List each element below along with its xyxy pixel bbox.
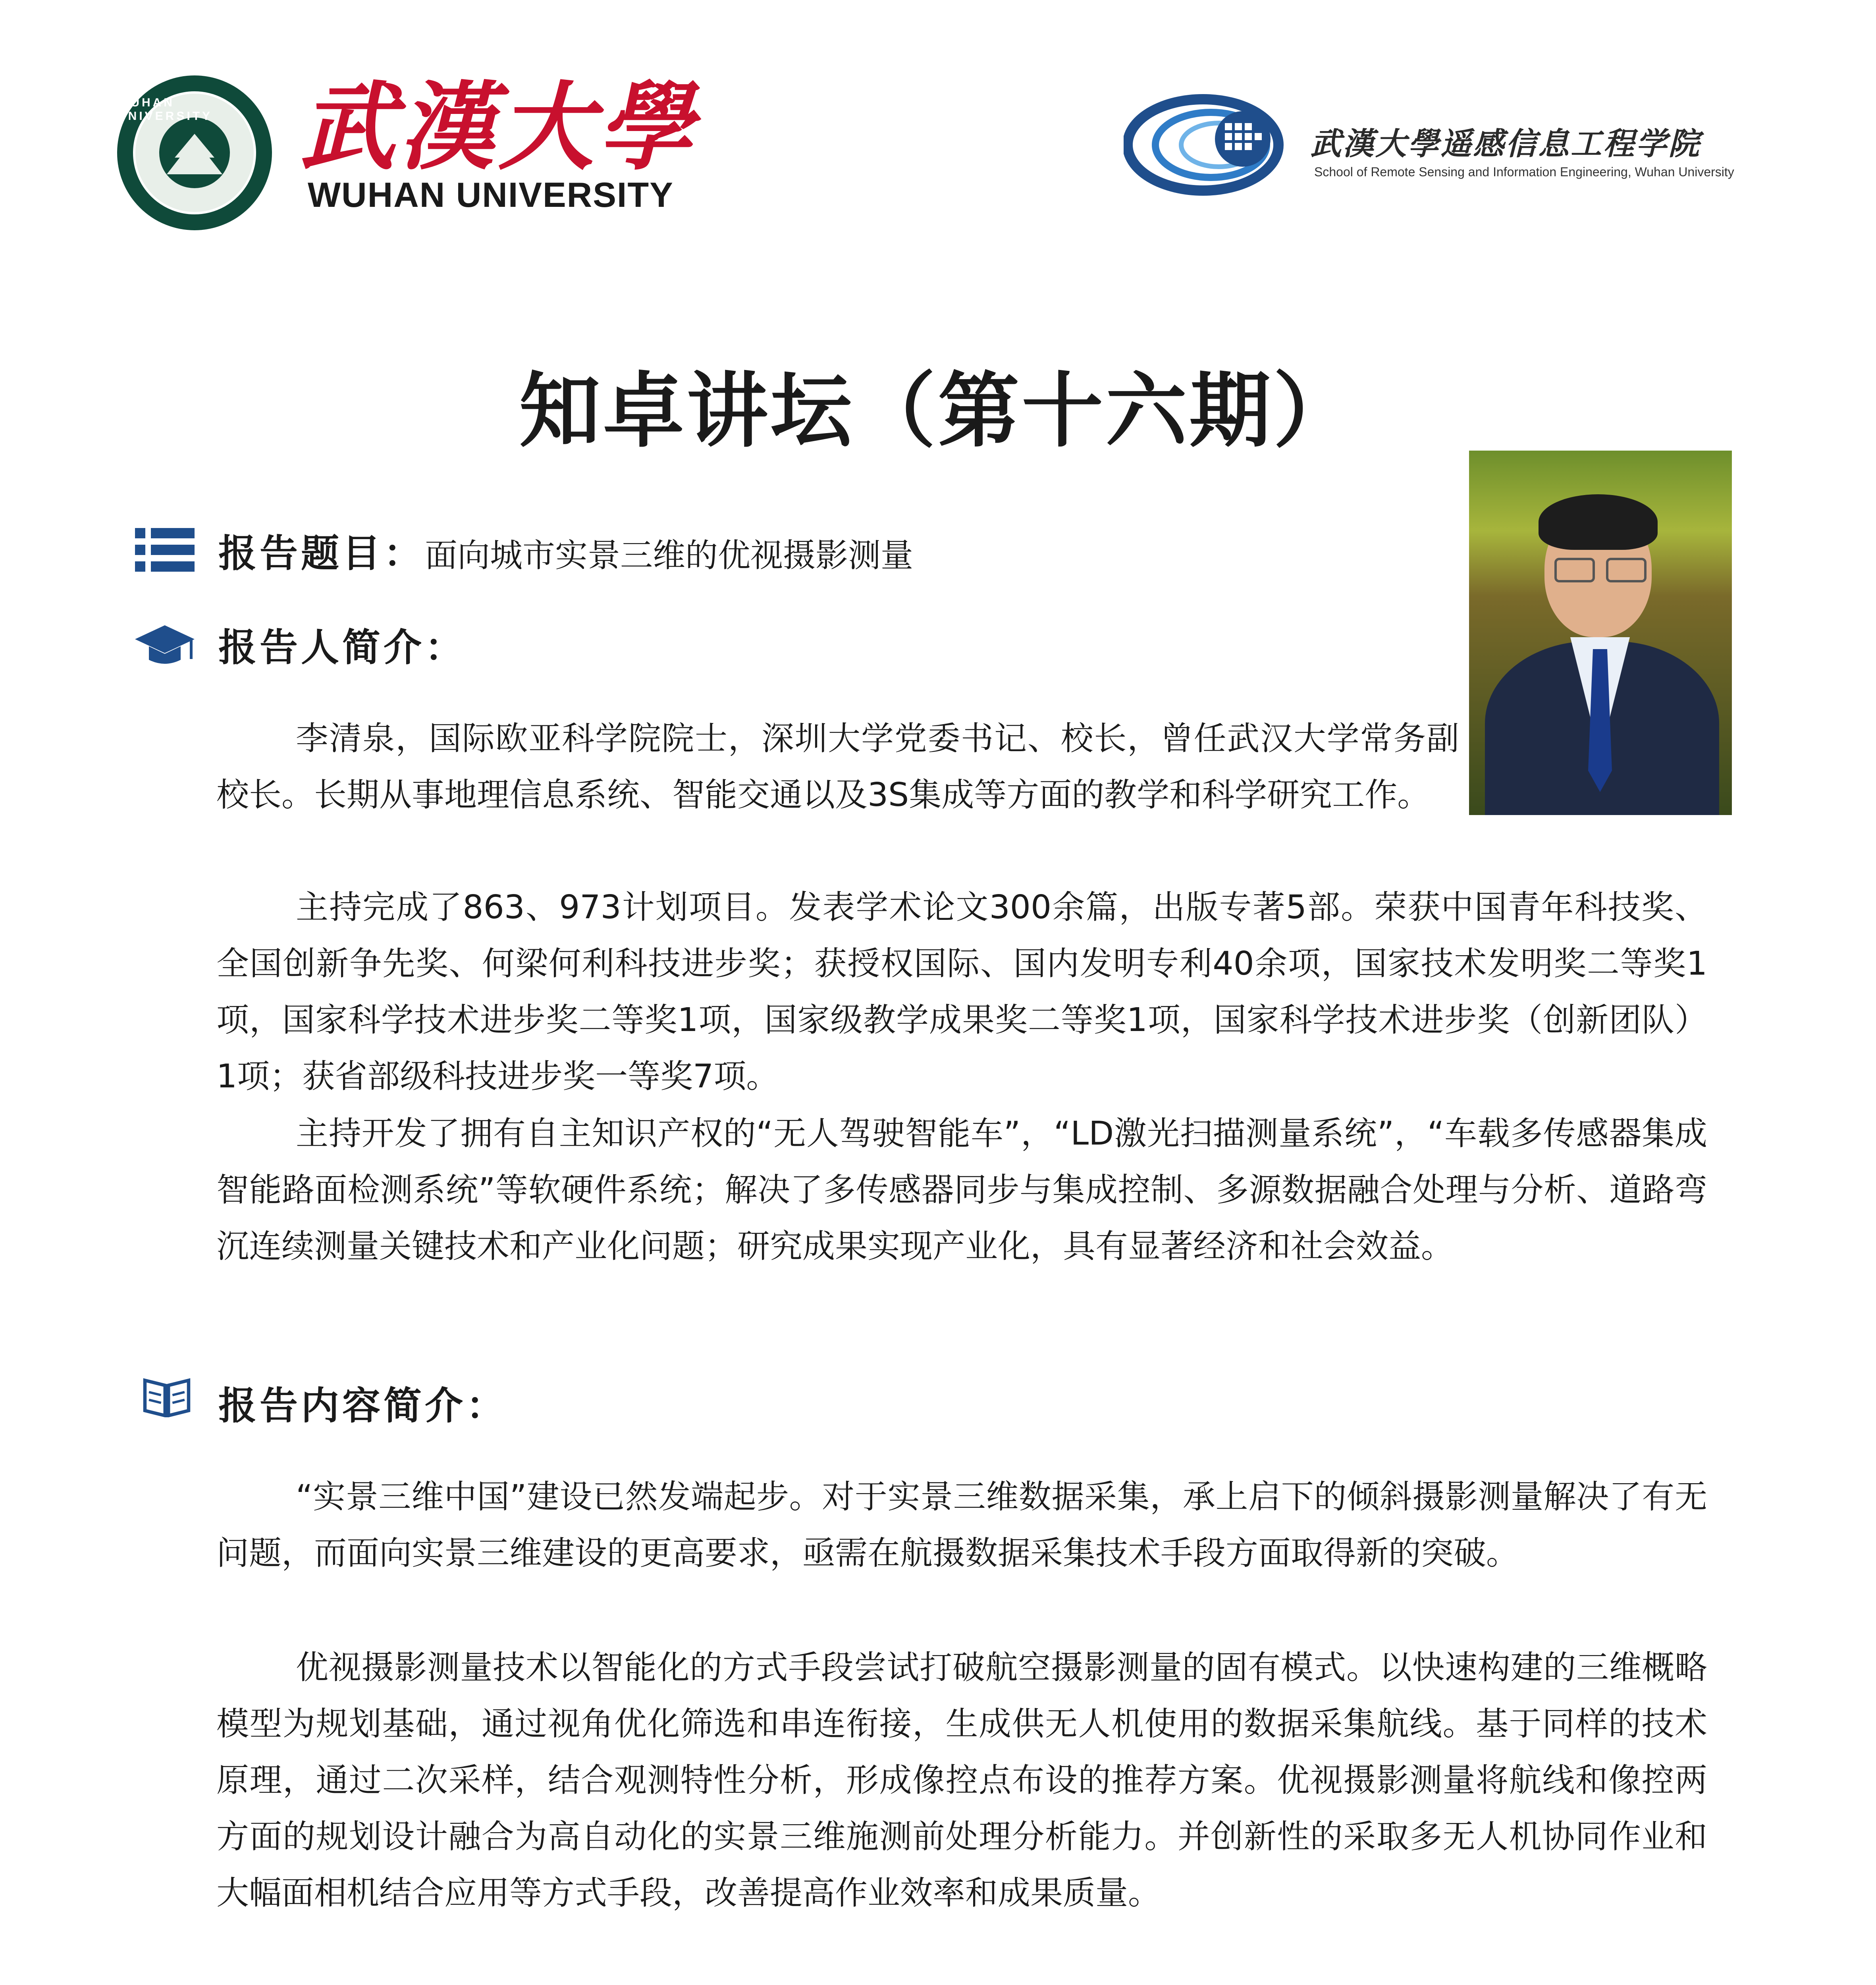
report-title-label: 报告题目： (218, 531, 425, 576)
report-title-value: 面向城市实景三维的优视摄影测量 (425, 537, 914, 574)
school-logo-icon (1124, 91, 1290, 198)
school-name-en: School of Remote Sensing and Information Engineering, Wuhan University (1314, 165, 1734, 179)
page-title: 知卓讲坛（第十六期） (519, 363, 1357, 459)
book-icon (137, 1374, 197, 1417)
content-paragraph: “实景三维中国”建设已然发端起步。对于实景三维数据采集，承上启下的倾斜摄影测量解决了有无问题，而面向实景三维建设的更高要求，亟需在航摄数据采集技术手段方面取得新的突破。 (216, 1478, 1707, 1572)
university-name-cn: 武漢大學 (300, 71, 697, 183)
content-paragraph (216, 1979, 1707, 1985)
seal-ring-text: WUHAN UNIVERSITY (117, 96, 213, 123)
speaker-photo (1469, 451, 1732, 815)
content-paragraph: 优视摄影测量技术以智能化的方式手段尝试打破航空摄影测量的固有模式。以快速构建的三维概略模型为规划基础，通过视角优化筛选和串连衔接，生成供无人机使用的数据采集航线。基于同样的技术原理，通过二次采样，结合观测特性分析，形成像控点布设的推荐方案。优视摄影测量将航线和像控两方面的规划设计融合为高自动化的实景三维施测前处理分析能力。并创新性的采取多无人机协同作业和大幅面相机结合应用等方式手段，改善提高作业效率和成果质量。 (216, 1649, 1707, 1912)
list-icon (135, 528, 195, 572)
content-heading: 报告内容简介： (218, 1384, 507, 1428)
report-title-row (218, 523, 913, 578)
speaker-paragraph: 李清泉，国际欧亚科学院院士，深圳大学党委书记、校长，曾任武汉大学常务副校长。长期从事地理信息系统、智能交通以及3S集成等方面的教学和科学研究工作。 (216, 720, 1459, 814)
speaker-paragraph: 主持完成了863、973计划项目。发表学术论文300余篇，出版专著5部。荣获中国青年科技奖、全国创新争先奖、何梁何利科技进步奖；获授权国际、国内发明专利40余项，国家技术发明奖二等奖1项，国家科学技术进步奖二等奖1项，国家级教学成果奖二等奖1项，国家科学技术进步奖（创新团队）1项；获省部级科技进步奖一等奖7项。 (216, 888, 1707, 1095)
school-name-cn: 武漢大學遥感信息工程学院 (1310, 126, 1701, 162)
graduation-cap-icon (135, 623, 195, 667)
speaker-heading: 报告人简介： (218, 625, 466, 670)
speaker-paragraph: 主持开发了拥有自主知识产权的“无人驾驶智能车”，“LD激光扫描测量系统”，“车载多传感器集成智能路面检测系统”等软硬件系统；解决了多传感器同步与集成控制、多源数据融合处理与分析、道路弯沉连续测量关键技术和产业化问题；研究成果实现产业化，具有显著经济和社会效益。 (216, 1115, 1707, 1265)
university-name-en: WUHAN UNIVERSITY (308, 175, 674, 214)
